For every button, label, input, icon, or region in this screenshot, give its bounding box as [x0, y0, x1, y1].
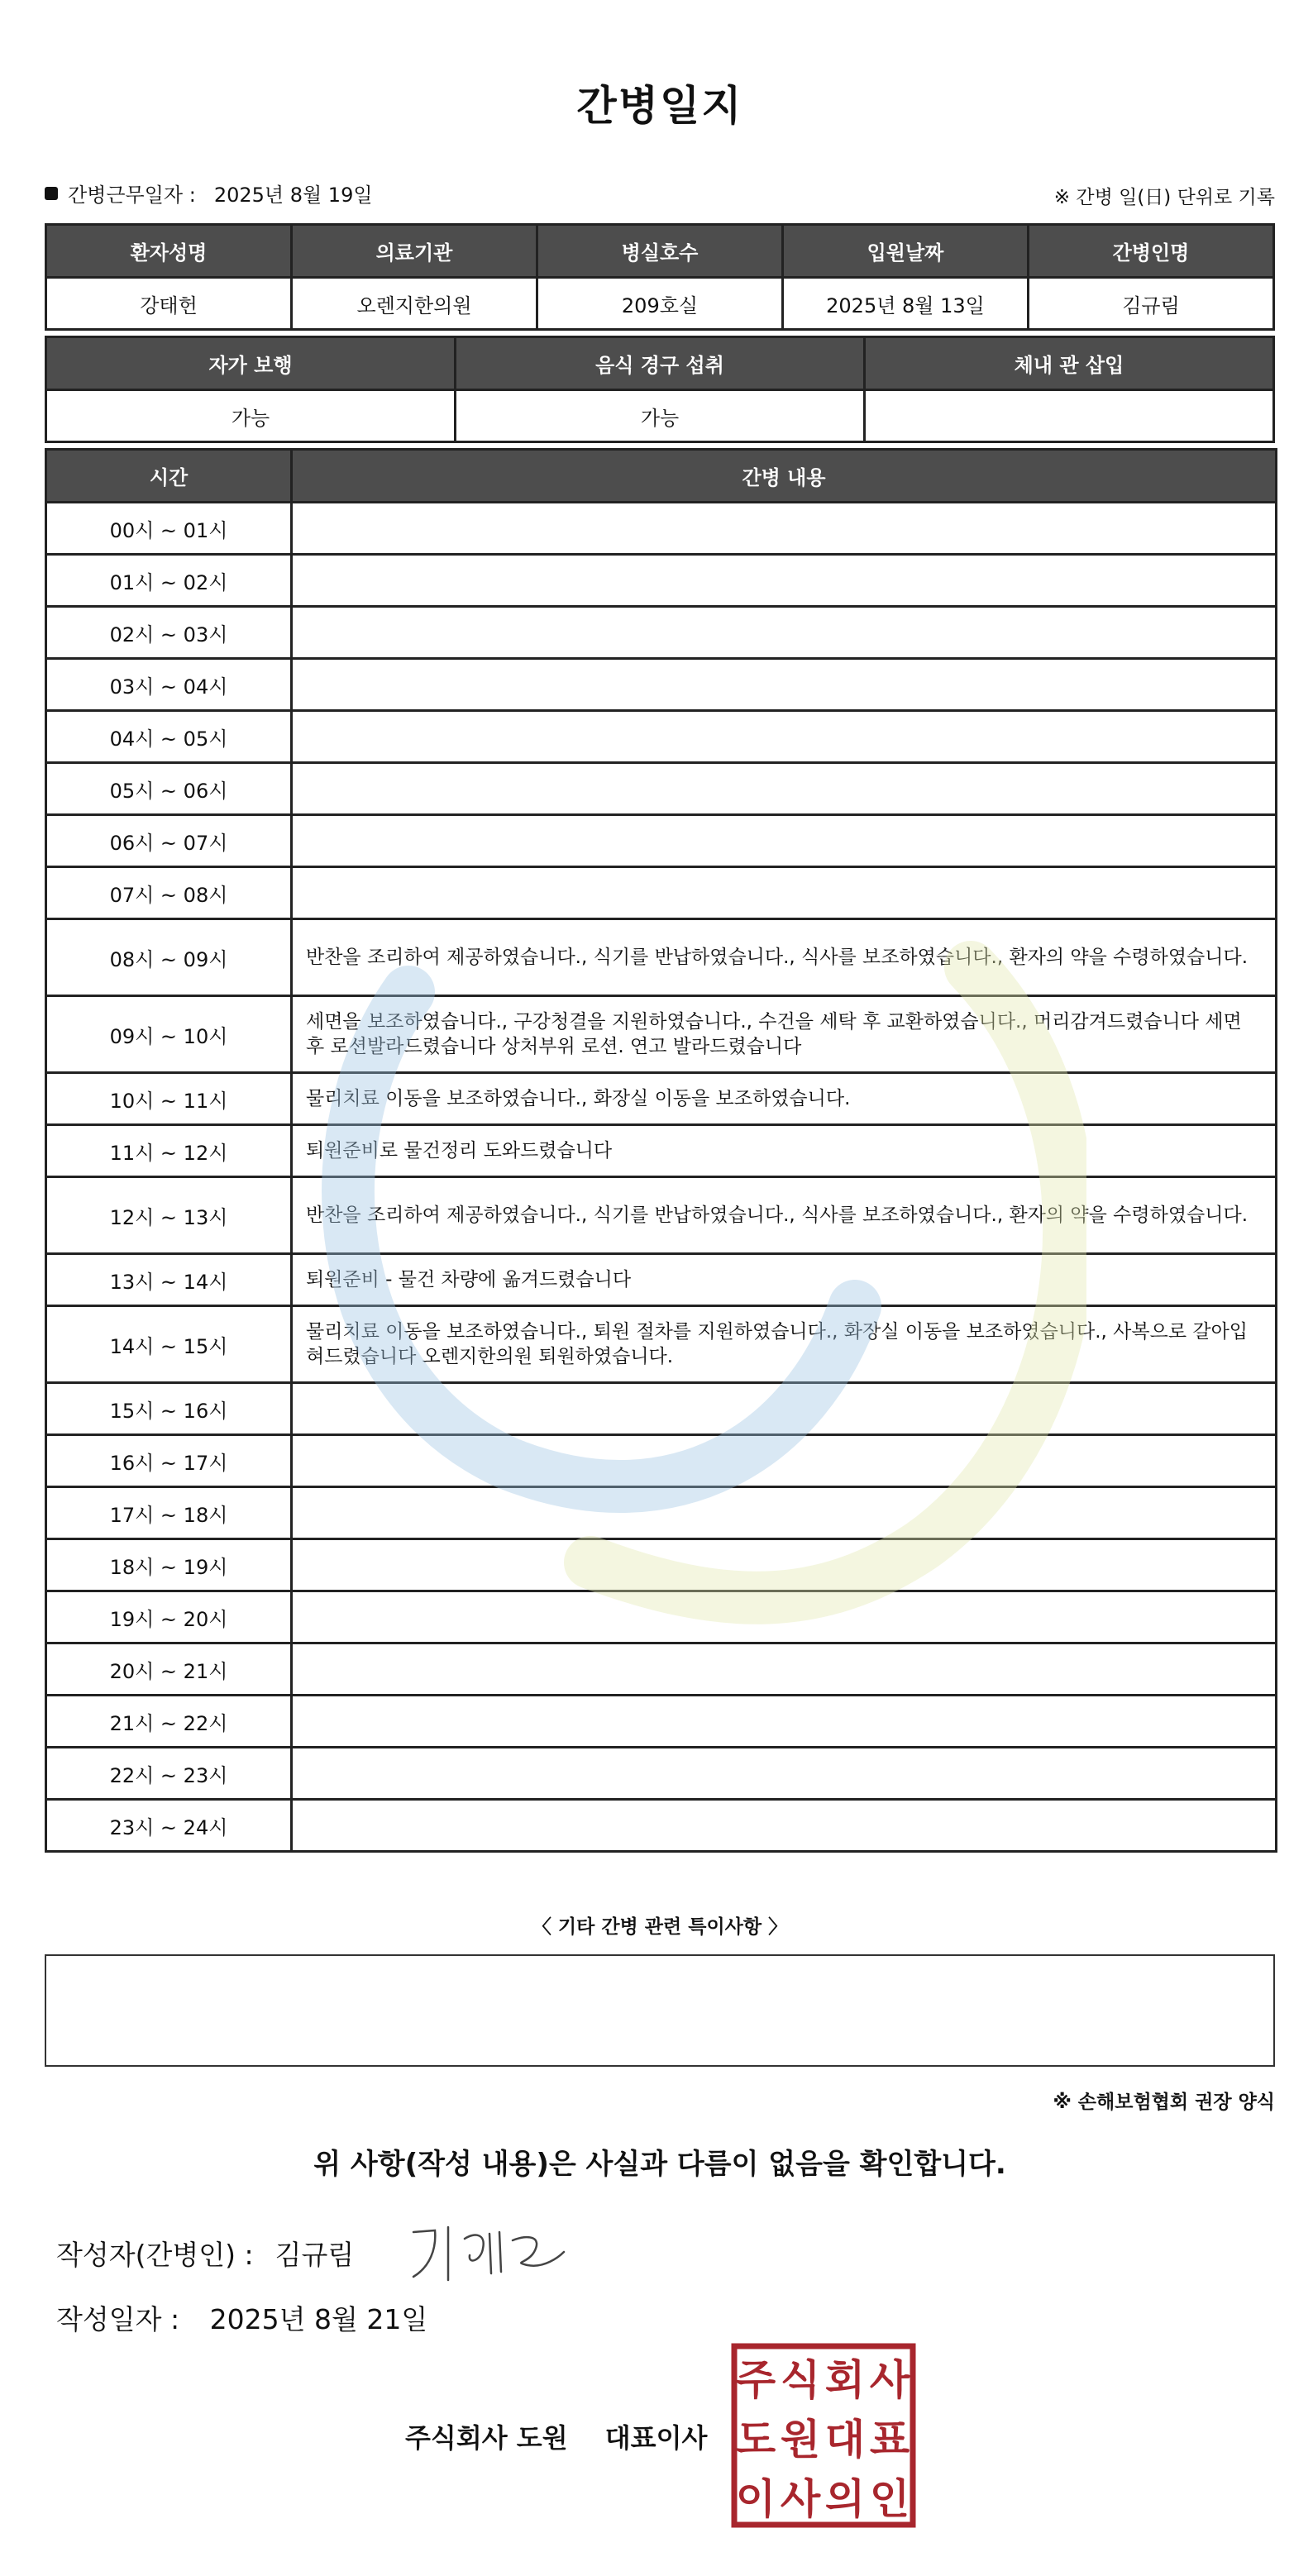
- care-log-row: [46, 763, 1277, 815]
- patient-info-table: [45, 223, 1275, 331]
- care-log-time: 16시 ~ 17시: [46, 1435, 292, 1487]
- header-hospital: 의료기관: [292, 225, 537, 278]
- care-log-header-row: [46, 450, 1277, 503]
- care-log-time: 18시 ~ 19시: [46, 1539, 292, 1591]
- care-log-time: 13시 ~ 14시: [46, 1254, 292, 1306]
- work-date-label: 간병근무일자 :: [68, 184, 196, 207]
- care-log-row: [46, 1177, 1277, 1254]
- care-log-content: 퇴원준비로 물건정리 도와드렸습니다: [292, 1125, 1277, 1177]
- care-log-content: [292, 503, 1277, 555]
- care-log-content: [292, 1748, 1277, 1800]
- patient-info-header-row: [46, 225, 1274, 278]
- care-log-content: [292, 1435, 1277, 1487]
- header-self-walking: 자가 보행: [46, 337, 456, 390]
- write-date-row: [56, 2298, 427, 2337]
- care-log-content: 물리치료 이동을 보조하였습니다., 화장실 이동을 보조하였습니다.: [292, 1073, 1277, 1125]
- square-bullet-icon: [45, 187, 58, 200]
- admission-date: 2025년 8월 13일: [783, 278, 1029, 330]
- care-log-time: 05시 ~ 06시: [46, 763, 292, 815]
- writer-label: 작성자(간병인) :: [56, 2239, 254, 2271]
- care-log-content: 반찬을 조리하여 제공하였습니다., 식기를 반납하였습니다., 식사를 보조하였습니다., 환자의 약을 수령하였습니다.: [292, 1177, 1277, 1254]
- care-log-time: 11시 ~ 12시: [46, 1125, 292, 1177]
- seal-character: 원: [780, 2416, 821, 2464]
- care-log-time: 19시 ~ 20시: [46, 1591, 292, 1643]
- care-log-time: 03시 ~ 04시: [46, 659, 292, 711]
- seal-character: 사: [869, 2356, 910, 2404]
- care-log-row: [46, 1748, 1277, 1800]
- care-log-row: [46, 1383, 1277, 1435]
- write-date-label: 작성일자 :: [56, 2303, 180, 2335]
- header-patient-name: 환자성명: [46, 225, 292, 278]
- document-title: 간병일지: [576, 82, 743, 130]
- care-log-row: [46, 1125, 1277, 1177]
- header-admission-date: 입원날짜: [783, 225, 1029, 278]
- care-log-content: [292, 555, 1277, 607]
- care-log-time: 00시 ~ 01시: [46, 503, 292, 555]
- header-care-content: 간병 내용: [292, 450, 1277, 503]
- care-log-content: [292, 1643, 1277, 1696]
- care-log-content: [292, 1800, 1277, 1852]
- care-log-row: [46, 1800, 1277, 1852]
- care-log-row: [46, 555, 1277, 607]
- recommended-form-note: ※ 손해보험협회 권장 양식: [1053, 2092, 1275, 2113]
- care-log-body: [46, 503, 1277, 1852]
- company-seal: [731, 2343, 916, 2528]
- care-log-row: [46, 1073, 1277, 1125]
- seal-character: 이: [735, 2475, 776, 2523]
- care-log-row: [46, 1306, 1277, 1383]
- care-log-time: 21시 ~ 22시: [46, 1696, 292, 1748]
- header-time: 시간: [46, 450, 292, 503]
- care-log-content: [292, 659, 1277, 711]
- care-log-row: [46, 867, 1277, 919]
- care-log-time: 09시 ~ 10시: [46, 996, 292, 1073]
- writer-name: 김규림: [275, 2239, 355, 2271]
- header-caregiver: 간병인명: [1029, 225, 1274, 278]
- ability-header-row: [46, 337, 1274, 390]
- care-log-time: 06시 ~ 07시: [46, 815, 292, 867]
- tube-insertion-value: [865, 390, 1274, 442]
- care-log-time: 02시 ~ 03시: [46, 607, 292, 659]
- seal-character: 대: [824, 2416, 866, 2464]
- care-log-row: [46, 1487, 1277, 1539]
- care-log-time: 23시 ~ 24시: [46, 1800, 292, 1852]
- care-log-content: [292, 1591, 1277, 1643]
- seal-character: 도: [735, 2416, 776, 2464]
- care-log-row: [46, 659, 1277, 711]
- care-log-content: 세면을 보조하였습니다., 구강청결을 지원하였습니다., 수건을 세탁 후 교환하였습니다., 머리감겨드렸습니다 세면 후 로션발라드렸습니다 상처부위 로션. 연고 발라드렸습니다: [292, 996, 1277, 1073]
- care-log-time: 12시 ~ 13시: [46, 1177, 292, 1254]
- care-log-content: 물리치료 이동을 보조하였습니다., 퇴원 절차를 지원하였습니다., 화장실 이동을 보조하였습니다., 사복으로 갈아입혀드렸습니다 오렌지한의원 퇴원하였습니다.: [292, 1306, 1277, 1383]
- special-notes-title: 〈 기타 간병 관련 특이사항 〉: [532, 1916, 788, 1938]
- care-log-row: [46, 1591, 1277, 1643]
- company-signoff: [405, 2417, 707, 2455]
- care-log-row: [46, 1435, 1277, 1487]
- care-log-time: 22시 ~ 23시: [46, 1748, 292, 1800]
- care-log-row: [46, 1254, 1277, 1306]
- care-log-row: [46, 711, 1277, 763]
- write-date-value: 2025년 8월 21일: [209, 2303, 428, 2335]
- care-log-row: [46, 1696, 1277, 1748]
- care-log-content: 반찬을 조리하여 제공하였습니다., 식기를 반납하였습니다., 식사를 보조하였습니다., 환자의 약을 수령하였습니다.: [292, 919, 1277, 996]
- care-log-table: [45, 448, 1277, 1853]
- seal-character: 회: [824, 2356, 866, 2404]
- care-log-content: [292, 1539, 1277, 1591]
- seal-character: 주: [735, 2356, 776, 2404]
- care-log-time: 04시 ~ 05시: [46, 711, 292, 763]
- header-oral-intake: 음식 경구 섭취: [456, 337, 865, 390]
- header-room: 병실호수: [537, 225, 783, 278]
- patient-name: 강태헌: [46, 278, 292, 330]
- care-log-time: 14시 ~ 15시: [46, 1306, 292, 1383]
- oral-intake-value: 가능: [456, 390, 865, 442]
- care-log-content: [292, 607, 1277, 659]
- work-date-row: [45, 179, 373, 208]
- handwritten-signature: [389, 2216, 579, 2290]
- care-log-row: [46, 1643, 1277, 1696]
- header-tube-insertion: 체내 관 삽입: [865, 337, 1274, 390]
- daily-record-note: ※ 간병 일(日) 단위로 기록: [1053, 187, 1275, 208]
- company-name: 주식회사 도원: [405, 2422, 568, 2454]
- care-log-content: [292, 1487, 1277, 1539]
- care-log-time: 15시 ~ 16시: [46, 1383, 292, 1435]
- care-log-content: 퇴원준비 - 물건 차량에 옮겨드렸습니다: [292, 1254, 1277, 1306]
- seal-character: 의: [824, 2475, 866, 2523]
- care-log-row: [46, 815, 1277, 867]
- caregiver-name: 김규림: [1029, 278, 1274, 330]
- room-number: 209호실: [537, 278, 783, 330]
- care-log-content: [292, 815, 1277, 867]
- seal-character: 사: [780, 2475, 821, 2523]
- seal-character: 표: [869, 2416, 910, 2464]
- confirmation-statement: 위 사항(작성 내용)은 사실과 다름이 없음을 확인합니다.: [313, 2148, 1006, 2181]
- care-log-content: [292, 1383, 1277, 1435]
- ceo-label: 대표이사: [604, 2422, 708, 2454]
- writer-row: [56, 2234, 354, 2273]
- care-log-row: [46, 607, 1277, 659]
- self-walking-value: 가능: [46, 390, 456, 442]
- hospital-name: 오렌지한의원: [292, 278, 537, 330]
- seal-character: 인: [869, 2475, 910, 2523]
- care-log-content: [292, 763, 1277, 815]
- care-log-time: 07시 ~ 08시: [46, 867, 292, 919]
- patient-info-value-row: [46, 278, 1274, 330]
- care-log-row: [46, 503, 1277, 555]
- care-log-time: 08시 ~ 09시: [46, 919, 292, 996]
- special-notes-box: [45, 1954, 1275, 2067]
- care-log-content: [292, 867, 1277, 919]
- ability-table: [45, 336, 1275, 443]
- care-log-row: [46, 1539, 1277, 1591]
- seal-character: 식: [780, 2356, 821, 2404]
- care-log-row: [46, 996, 1277, 1073]
- care-log-content: [292, 1696, 1277, 1748]
- care-log-time: 20시 ~ 21시: [46, 1643, 292, 1696]
- care-log-time: 01시 ~ 02시: [46, 555, 292, 607]
- care-log-time: 17시 ~ 18시: [46, 1487, 292, 1539]
- care-log-row: [46, 919, 1277, 996]
- care-log-time: 10시 ~ 11시: [46, 1073, 292, 1125]
- ability-value-row: [46, 390, 1274, 442]
- work-date-value: 2025년 8월 19일: [213, 184, 373, 207]
- care-log-content: [292, 711, 1277, 763]
